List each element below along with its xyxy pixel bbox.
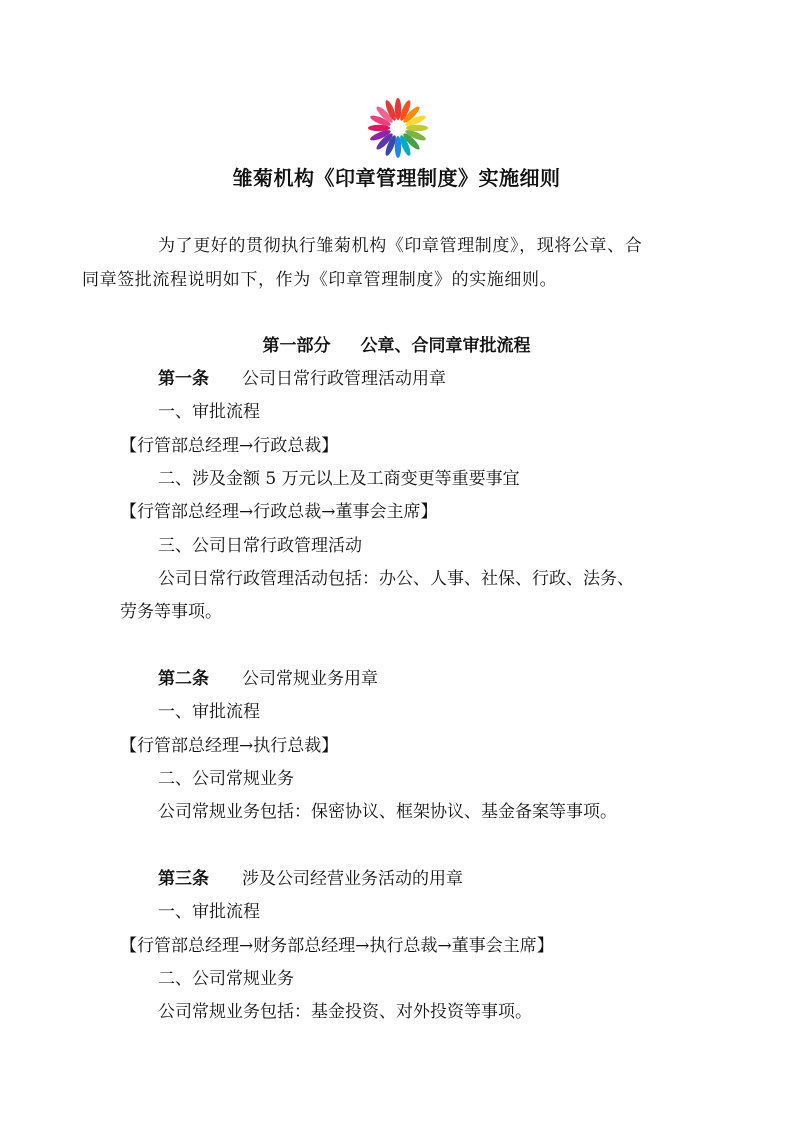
daisy-logo-icon xyxy=(366,96,430,160)
article-2-section-2-body: 公司常规业务包括：保密协议、框架协议、基金备案等事项。 xyxy=(158,802,617,822)
article-3-section-1-heading: 一、审批流程 xyxy=(158,902,260,922)
article-2-title: 公司常规业务用章 xyxy=(242,669,378,689)
article-1-section-3-heading: 三、公司日常行政管理活动 xyxy=(158,536,362,556)
article-2-approval-flow: 【行管部总经理→执行总裁】 xyxy=(120,736,339,756)
intro-line-1: 为了更好的贯彻执行雏菊机构《印章管理制度》，现将公章、合 xyxy=(158,236,643,256)
intro-paragraph xyxy=(82,229,680,297)
article-1-title: 公司日常行政管理活动用章 xyxy=(242,369,446,389)
part-label: 第一部分 xyxy=(262,336,331,356)
article-3-title: 涉及公司经营业务活动的用章 xyxy=(242,869,463,889)
article-1-major-flow: 【行管部总经理→行政总裁→董事会主席】 xyxy=(120,502,438,522)
article-3-heading xyxy=(158,867,463,891)
part-title: 公章、合同章审批流程 xyxy=(360,336,531,356)
article-2-label: 第二条 xyxy=(158,669,209,689)
article-1-section-2-heading: 二、涉及金额 5 万元以上及工商变更等重要事宜 xyxy=(158,469,520,489)
intro-line-2: 同章签批流程说明如下，作为《印章管理制度》的实施细则。 xyxy=(82,270,558,290)
article-3-section-2-heading: 二、公司常规业务 xyxy=(158,969,294,989)
article-3-label: 第三条 xyxy=(158,869,209,889)
article-2-section-1-heading: 一、审批流程 xyxy=(158,702,260,722)
article-1-heading xyxy=(158,367,446,391)
article-3-section-2-body: 公司常规业务包括：基金投资、对外投资等事项。 xyxy=(158,1002,532,1022)
article-1-section-3-body-line-2: 劳务等事项。 xyxy=(120,602,222,622)
part-heading xyxy=(0,334,793,358)
article-2-section-2-heading: 二、公司常规业务 xyxy=(158,769,294,789)
article-2-heading xyxy=(158,667,378,691)
document-title: 雏菊机构《印章管理制度》实施细则 xyxy=(232,166,561,190)
article-1-label: 第一条 xyxy=(158,369,209,389)
article-3-approval-flow: 【行管部总经理→财务部总经理→执行总裁→董事会主席】 xyxy=(120,936,554,956)
article-1-approval-flow: 【行管部总经理→行政总裁】 xyxy=(120,436,339,456)
article-1-section-1-heading: 一、审批流程 xyxy=(158,402,260,422)
article-1-section-3-body-line-1: 公司日常行政管理活动包括：办公、人事、社保、行政、法务、 xyxy=(158,569,634,589)
